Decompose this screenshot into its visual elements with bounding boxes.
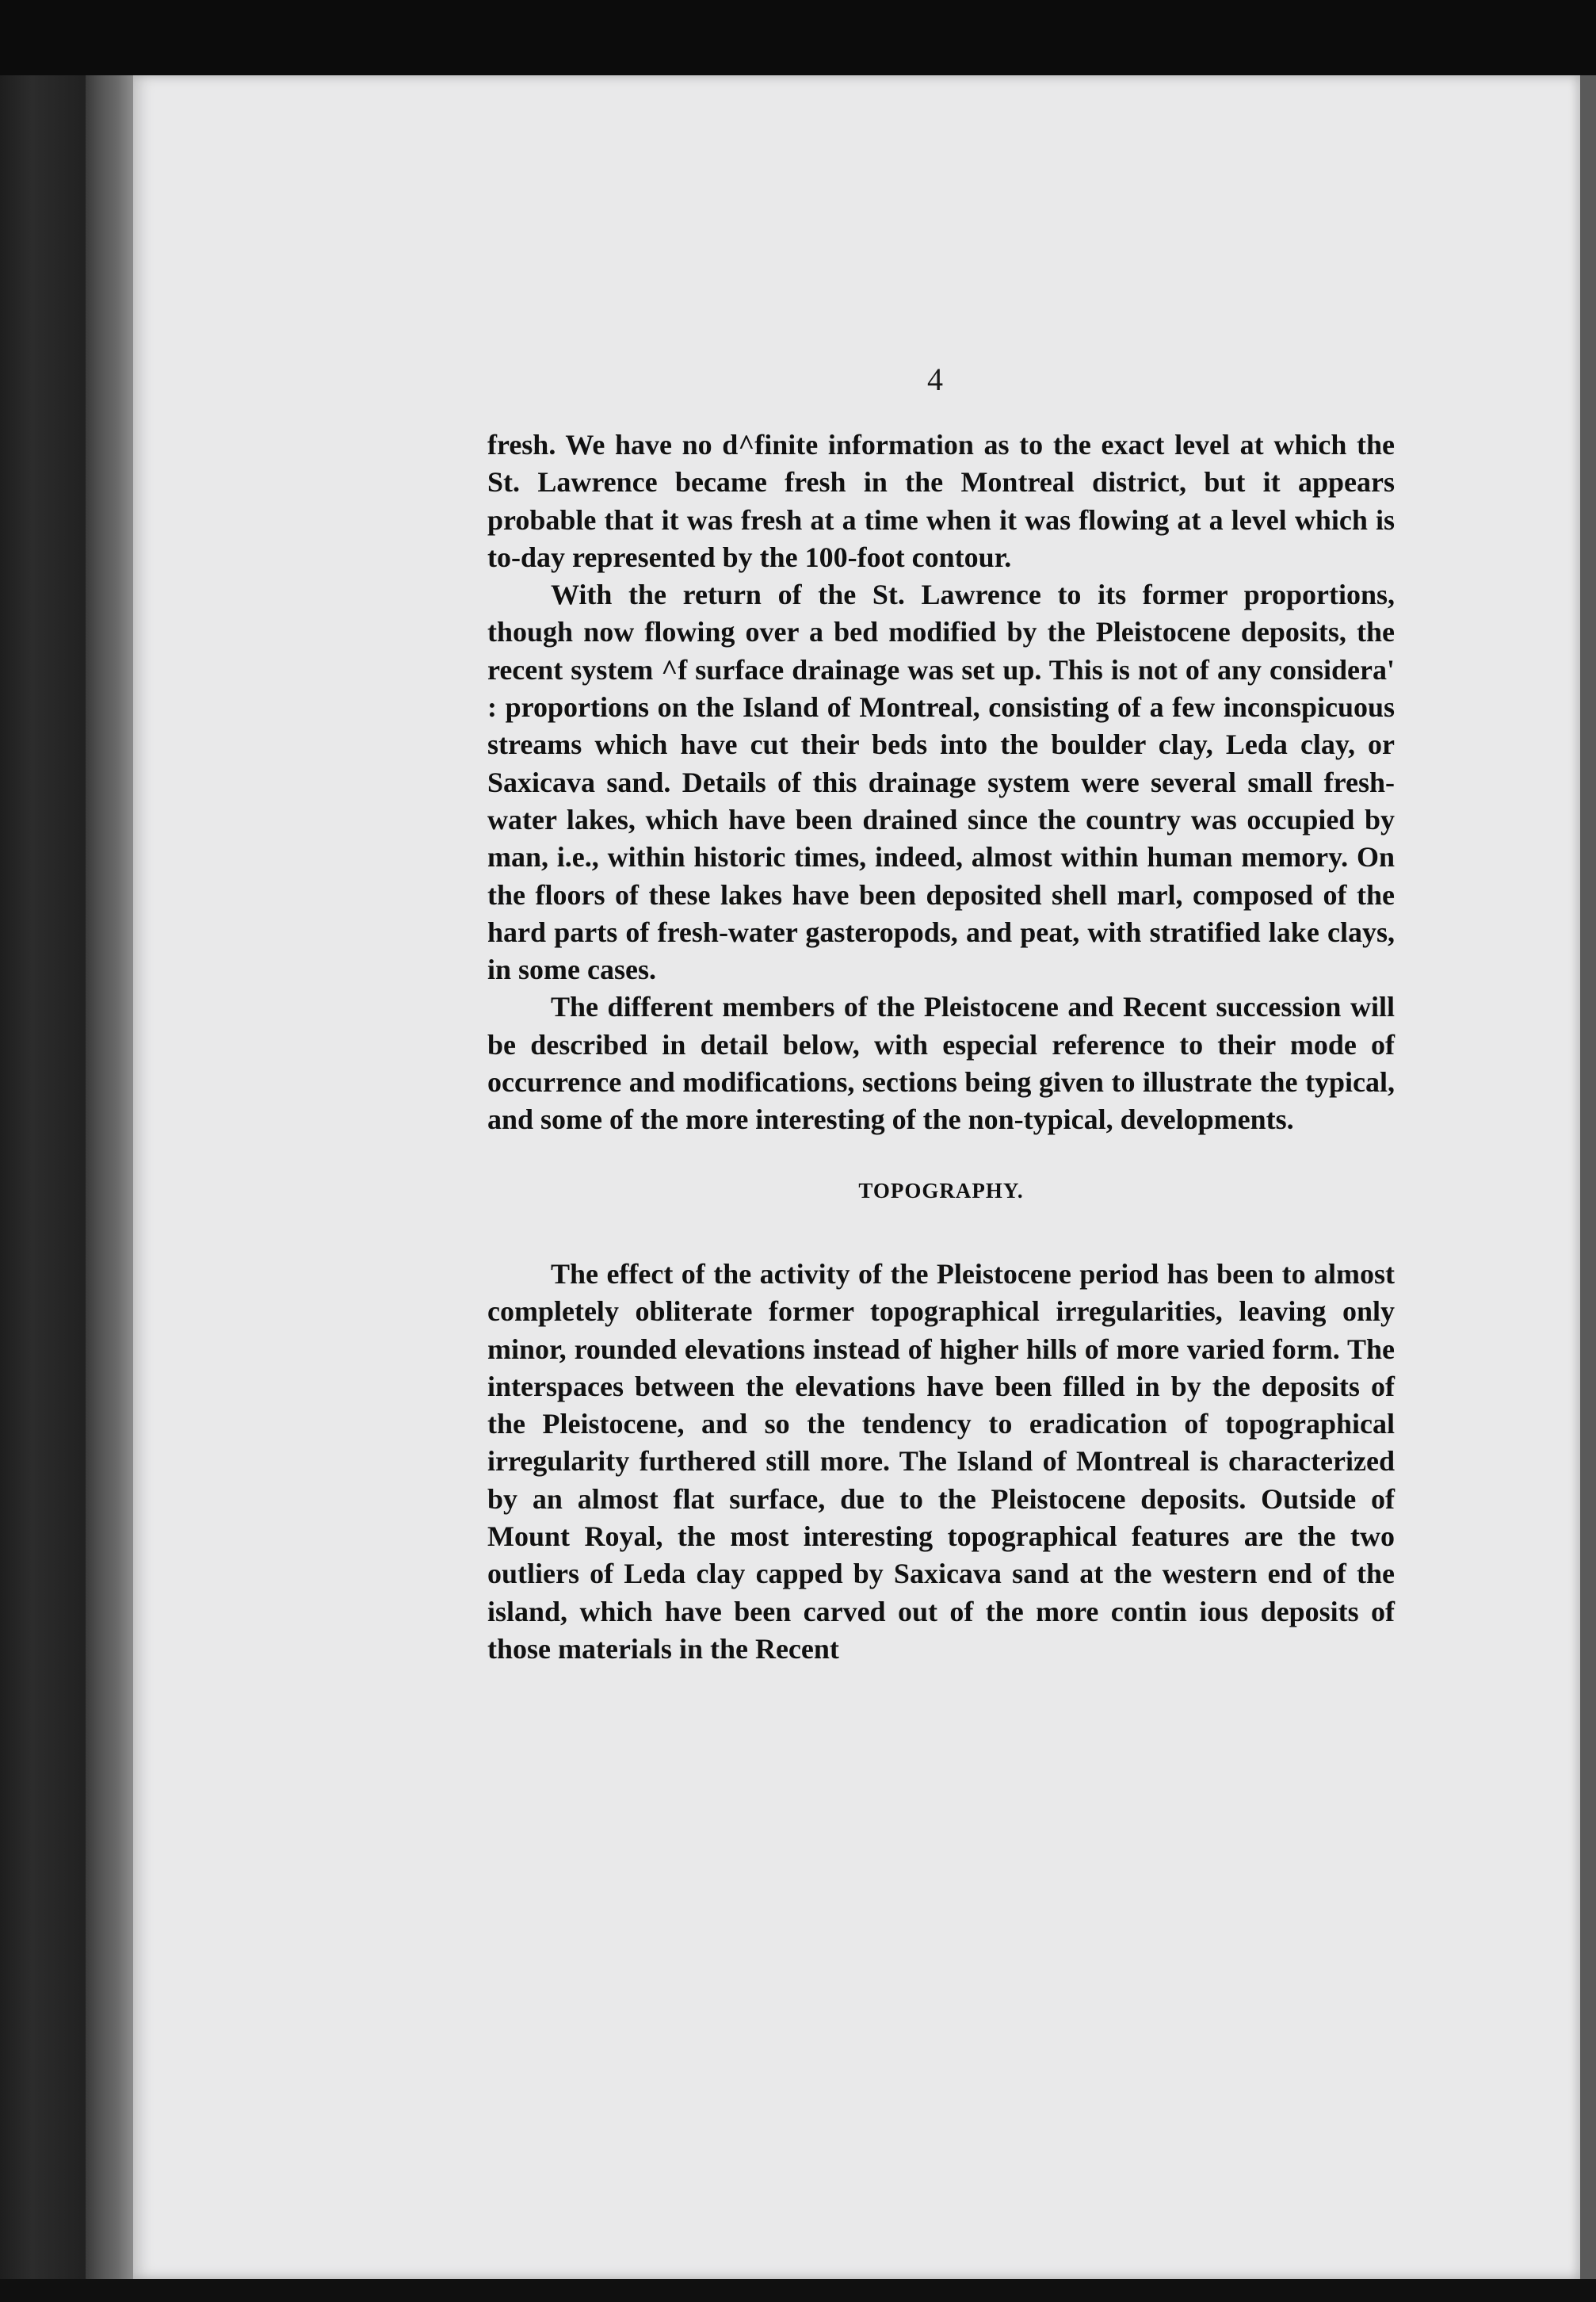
paragraph-topography: The effect of the activity of the Pleistocene period has been to almost completely obliterate former topographical irregularities, leaving only minor, rounded elevations instead of higher hills of more varied form. The interspaces between the elevations have been filled in by the deposits of the Pleistocene, and so the tendency to eradication of topographical irregularity furthered still more. The Island of Montreal is characterized by an almost flat surface, due to the Pleistocene deposits. Outside of Mount Royal, the most interesting topographical features are the two outliers of Leda clay capped by Saxicava sand at the western end of the island, which have been carved out of the more contin ious deposits of those materials in the Recent xyxy=(487,1257,1395,1665)
scan-bottom-border xyxy=(0,2279,1596,2302)
page-right-edge xyxy=(1580,75,1596,2279)
page-number: 4 xyxy=(927,361,943,397)
page-binding-edge xyxy=(86,75,133,2279)
paragraph-continued: fresh. We have no d^finite information as to the exact level at which the St. Lawrence became fresh in the Montreal district, but it appears probable that it was fresh at a time when it was flowing at a level which is to-day represented by the 100-foot contour. xyxy=(487,429,1395,573)
scan-top-border xyxy=(0,0,1596,75)
section-heading-topography: TOPOGRAPHY. xyxy=(858,1178,1024,1203)
paragraph-drainage: With the return of the St. Lawrence to its former proportions, though now flowing over a bed modified by the Pleistocene deposits, the recent system ^f surface drainage was set up. This is not of any considera' : proportions on the Island of Montreal, consisting of a few inconspicuous streams which have cut their beds into the boulder clay, Leda clay, or Saxicava sand. Details of this drainage system were several small fresh-water lakes, which have been drained since the country was occupied by man, i.e., within historic times, indeed, almost within human memory. On the floors of these lakes have been deposited shell marl, composed of the hard parts of fresh-water gasteropods, and peat, with stratified lake clays, in some cases. xyxy=(487,579,1395,986)
paragraph-succession: The different members of the Pleistocene and Recent succession will be described in detail below, with especial reference to their mode of occurrence and modifications, sections being given to illustrate the typical, and some of the more interesting of the non-typical, developments. xyxy=(487,991,1395,1136)
page-body xyxy=(487,426,1395,1668)
